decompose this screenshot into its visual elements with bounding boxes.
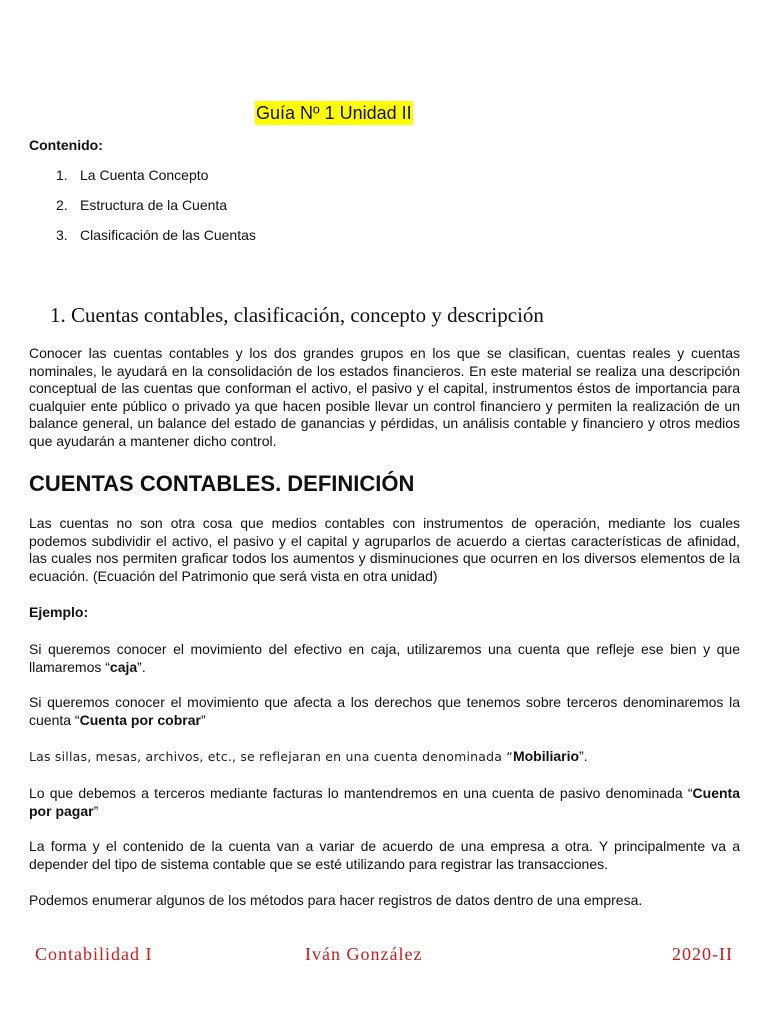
example-text: ” [200,711,206,728]
page-footer [0,944,768,970]
example-cuenta-por-pagar [29,785,740,820]
example-text: Las sillas, mesas, archivos, etc., se reflejaran en una cuenta denominada “ [29,749,513,764]
example-text: ”. [137,658,146,675]
example-text: ” [93,802,99,819]
list-item-text: Estructura de la Cuenta [80,197,228,213]
account-name: Mobiliario [512,748,580,764]
account-name: caja [109,658,138,675]
list-number: 3. [56,227,68,243]
form-paragraph: La forma y el contenido de la cuenta van a variar de acuerdo de una empresa a otra. Y principalmente va a depender del tipo de sistema contable que se esté utilizando para registrar las transacciones. [29,838,740,872]
contents-list [56,166,256,256]
example-cuenta-por-cobrar [29,694,740,729]
footer-course: Contabilidad I [35,944,153,964]
footer-author: Iván González [305,944,423,964]
list-item [56,226,256,256]
guide-title: Guía Nº 1 Unidad II [256,103,412,123]
contents-label: Contenido: [29,137,103,153]
list-item [56,166,256,196]
example-text: Si queremos conocer el movimiento del efectivo en caja, utilizaremos una cuenta que refleje ese bien y que llamaremos “ [29,641,740,675]
list-item-text: Clasificación de las Cuentas [80,227,256,243]
definition-paragraph: Las cuentas no son otra cosa que medios contables con instrumentos de operación, mediante los cuales podemos subdividir el activo, el pasivo y el capital y agruparlos de acuerdo a ciertas características de afinidad, las cuales nos permiten graficar todos los aumentos y disminuciones que ocurren en los diversos elementos de la ecuación. (Ecuación del Patrimonio que será vista en otra unidad) [29,515,740,584]
example-mobiliario [29,748,740,766]
intro-paragraph: Conocer las cuentas contables y los dos grandes grupos en los que se clasifican, cuentas reales y cuentas nominales, le ayudará en la consolidación de los estados financieros. En este material se realiza una descripción conceptual de las cuentas que conforman el activo, el pasivo y el capital, instrumentos éstos de importancia para cualquier ente público o privado ya que hacen posible llevar un control financiero y permiten la realización de un balance general, un balance del estado de ganancias y pérdidas, un análisis contable y financiero y otros medios que ayudarán a mantener dicho control. [29,345,740,449]
list-item [56,196,256,226]
account-name: Cuenta por cobrar [79,711,201,728]
footer-term: 2020-II [672,944,733,964]
definition-heading: CUENTAS CONTABLES. DEFINICIÓN [29,471,415,496]
list-item-text: La Cuenta Concepto [80,167,209,183]
enumerate-paragraph: Podemos enumerar algunos de los métodos para hacer registros de datos dentro de una empresa. [29,892,643,908]
section-heading: 1. Cuentas contables, clasificación, concepto y descripción [50,303,544,327]
list-number: 1. [56,167,68,183]
example-text: Lo que debemos a terceros mediante facturas lo mantendremos en una cuenta de pasivo denominada “ [29,785,693,801]
account-name: Cuenta por pagar [29,785,740,819]
example-text: Si queremos conocer el movimiento que afecta a los derechos que tenemos sobre terceros denominaremos la cuenta “ [29,694,740,728]
example-text: ”. [579,748,588,764]
example-label: Ejemplo: [29,604,89,620]
example-caja [29,641,740,676]
list-number: 2. [56,197,68,213]
